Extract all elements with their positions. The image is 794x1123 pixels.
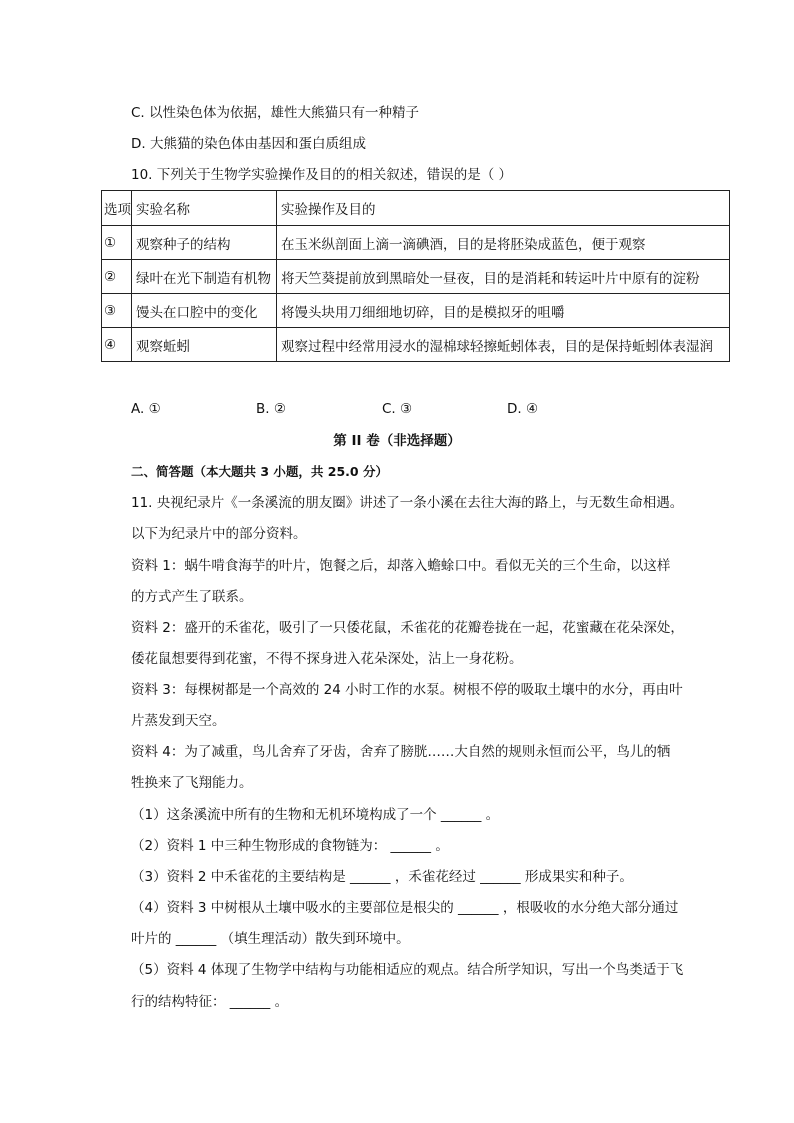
- row-procedure: 观察过程中经常用浸水的湿棉球轻擦蚯蚓体表，目的是保持蚯蚓体表湿润: [277, 328, 730, 362]
- question-11-line: 资料 1：蜗牛啃食海芋的叶片，饱餐之后，却落入蟾蜍口中。看似无关的三个生命，以这样: [131, 558, 671, 574]
- question-11-line: 牲换来了飞翔能力。: [131, 775, 253, 791]
- question-10-stem: 10. 下列关于生物学实验操作及目的的相关叙述，错误的是（ ）: [131, 167, 513, 183]
- option-c-text: C. 以性染色体为依据，雄性大熊猫只有一种精子: [131, 105, 420, 121]
- sub-question-5-cont: 行的结构特征： ______ 。: [131, 994, 289, 1010]
- question-11-line: 资料 2：盛开的禾雀花，吸引了一只倭花鼠，禾雀花的花瓣卷拢在一起，花蜜藏在花朵深处，: [131, 620, 684, 636]
- row-procedure: 将馒头块用刀细细地切碎，目的是模拟牙的咀嚼: [277, 294, 730, 328]
- header-option: 选项: [102, 191, 132, 226]
- question-11-line: 的方式产生了联系。: [131, 589, 253, 605]
- part-2-title: 第 II 卷（非选择题）: [333, 433, 461, 449]
- row-experiment-name: 绿叶在光下制造有机物: [132, 260, 277, 294]
- question-11-line: 倭花鼠想要得到花蜜，不得不探身进入花朵深处，沾上一身花粉。: [131, 651, 523, 667]
- row-experiment-name: 观察蚯蚓: [132, 328, 277, 362]
- question-11-line: 资料 4：为了减重，鸟儿舍弃了牙齿，舍弃了膀胱……大自然的规则永恒而公平，鸟儿的牺: [131, 744, 671, 760]
- answer-d: D. ④: [507, 401, 539, 417]
- question-11-line: 以下为纪录片中的部分资料。: [131, 526, 307, 542]
- table-row: [102, 260, 730, 294]
- row-option: ①: [102, 226, 132, 260]
- answer-c: C. ③: [382, 401, 413, 417]
- row-procedure: 将天竺葵提前放到黑暗处一昼夜，目的是消耗和转运叶片中原有的淀粉: [277, 260, 730, 294]
- row-option: ②: [102, 260, 132, 294]
- answer-b: B. ②: [256, 401, 286, 417]
- table-row: [102, 226, 730, 260]
- sub-question-5: （5）资料 4 体现了生物学中结构与功能相适应的观点。结合所学知识，写出一个鸟类适于飞: [131, 962, 684, 978]
- question-11-line: 11. 央视纪录片《一条溪流的朋友圈》讲述了一条小溪在去往大海的路上，与无数生命相遇。: [131, 495, 684, 511]
- sub-question-2: （2）资料 1 中三种生物形成的食物链为： ______ 。: [131, 838, 449, 854]
- row-experiment-name: 观察种子的结构: [132, 226, 277, 260]
- row-option: ③: [102, 294, 132, 328]
- row-experiment-name: 馒头在口腔中的变化: [132, 294, 277, 328]
- answer-a: A. ①: [131, 401, 161, 417]
- header-procedure: 实验操作及目的: [277, 191, 730, 226]
- table-row: [102, 294, 730, 328]
- question-11-line: 资料 3：每棵树都是一个高效的 24 小时工作的水泵。树根不停的吸取土壤中的水分，再由叶: [131, 682, 683, 698]
- table-row: [102, 328, 730, 362]
- row-procedure: 在玉米纵剖面上滴一滴碘酒，目的是将胚染成蓝色，便于观察: [277, 226, 730, 260]
- header-experiment-name: 实验名称: [132, 191, 277, 226]
- question-11-line: 片蒸发到天空。: [131, 713, 226, 729]
- experiment-table: [101, 190, 730, 362]
- table-header-row: [102, 191, 730, 226]
- row-option: ④: [102, 328, 132, 362]
- sub-question-3: （3）资料 2 中禾雀花的主要结构是 ______ ，禾雀花经过 ______ 形成果实和种子。: [131, 869, 633, 885]
- sub-question-1: （1）这条溪流中所有的生物和无机环境构成了一个 ______ 。: [131, 807, 500, 823]
- section-heading: 二、简答题（本大题共 3 小题，共 25.0 分）: [131, 464, 388, 479]
- option-d-text: D. 大熊猫的染色体由基因和蛋白质组成: [131, 136, 366, 152]
- sub-question-4-cont: 叶片的 ______ （填生理活动）散失到环境中。: [131, 931, 410, 947]
- sub-question-4: （4）资料 3 中树根从土壤中吸水的主要部位是根尖的 ______ ，根吸收的水分绝大部分通过: [131, 900, 679, 916]
